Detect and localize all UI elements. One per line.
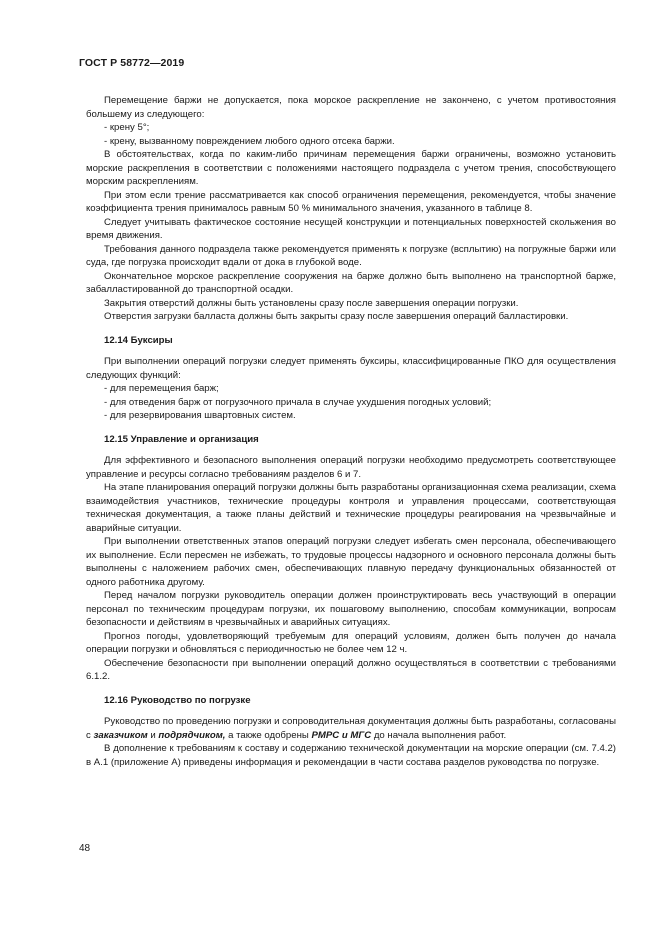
paragraph: В дополнение к требованиям к составу и содержанию технической документации на морские операции (см. 7.4.2) в А.1 (приложение А) приведены информация и рекомендации в части состава разделов руководства по погрузке. <box>86 743 616 768</box>
paragraph: В обстоятельствах, когда по каким-либо причинам перемещения баржи ограничены, возможно установить морские раскрепления в соответствии с положениями настоящего подраздела с учетом трения, способствующего морским раскреплениям. <box>86 149 616 187</box>
text-run: до начала выполнения работ. <box>371 729 507 741</box>
paragraph: На этапе планирования операций погрузки должны быть разработаны организационная схема реализации, схема взаимодействия участников, технические процедуры контроля и управления процессами, соответствующая техническая документация, а также планы действий и технические процедуры реагирования на чрезвычайные и аварийные ситуации. <box>86 482 616 534</box>
text-run: Руководство по проведению погрузки и сопроводительная документация должны быть разработаны, согласованы с <box>86 716 616 741</box>
page-content <box>86 94 616 769</box>
paragraph: При выполнении ответственных этапов операций погрузки следует избегать смен персонала, обеспечивающего их выполнение. Если пересмен не избежать, то трудовые процессы надзорного и основного персонала должны быть выполнены с наложением рабочих смен, обеспечивающих плавную передачу функциональных обязанностей от одного работника другому. <box>86 536 616 588</box>
section-title-12-16: 12.16 Руководство по погрузке <box>104 694 251 706</box>
list-item: - для отведения барж от погрузочного причала в случае ухудшения погодных условий; <box>104 396 492 408</box>
list-item: - для перемещения барж; <box>104 383 219 394</box>
paragraph: При этом если трение рассматривается как способ ограничения перемещения, рекомендуется, чтобы значение коэффициента трения принималось равным 50 % минимального значения, указанного в таблице 8. <box>86 189 616 214</box>
paragraph: Обеспечение безопасности при выполнении операций должно осуществляться в соответствии с требованиями 6.1.2. <box>86 657 616 682</box>
paragraph: Требования данного подраздела также рекомендуется применять к погрузке (всплытию) на погружные баржи или суда, где погрузка происходит вдали от дока в глубокой воде. <box>86 243 616 268</box>
emphasis-customer: заказчиком <box>93 729 148 741</box>
list-item: - крену, вызванному повреждением любого одного отсека баржи. <box>104 135 395 147</box>
list-item: - для резервирования швартовных систем. <box>104 410 296 421</box>
page-number: 48 <box>79 843 91 854</box>
paragraph: Прогноз погоды, удовлетворяющий требуемым для операций условиям, должен быть получен до начала операции погрузки и обновляться с периодичностью не более чем 12 ч. <box>86 630 616 655</box>
section-title-12-15: 12.15 Управление и организация <box>104 433 259 445</box>
paragraph: Закрытия отверстий должны быть установлены сразу после завершения операции погрузки. <box>104 297 519 309</box>
paragraph <box>86 715 616 742</box>
text-run: а также одобрены <box>225 729 312 741</box>
paragraph: Окончательное морское раскрепление сооружения на барже должно быть выполнено на транспортной барже, забалластированной до транспортной осадки. <box>86 270 616 295</box>
emphasis-rmrs-mgs: РМРС и МГС <box>311 729 372 741</box>
section-title-12-14: 12.14 Буксиры <box>104 334 173 346</box>
paragraph: Перемещение баржи не допускается, пока морское раскрепление не закончено, с учетом противостояния большему из следующего: <box>86 95 616 120</box>
document-header: ГОСТ Р 58772—2019 <box>79 57 185 69</box>
text-run: и <box>147 729 159 741</box>
paragraph: При выполнении операций погрузки следует применять буксиры, классифицированные ПКО для осуществления следующих функций: <box>86 356 616 381</box>
paragraph: Следует учитывать фактическое состояние несущей конструкции и потенциальных поверхностей скольжения во время движения. <box>86 216 616 241</box>
paragraph: Отверстия загрузки балласта должны быть закрыты сразу после завершения операций балластировки. <box>104 311 569 322</box>
emphasis-contractor: подрядчиком, <box>158 729 226 741</box>
list-item: - крену 5°; <box>104 122 150 133</box>
paragraph: Для эффективного и безопасного выполнения операций погрузки необходимо предусмотреть соответствующее управление и ресурсы согласно требованиям разделов 6 и 7. <box>86 455 616 480</box>
paragraph: Перед началом погрузки руководитель операции должен проинструктировать весь участвующий в операции персонал по техническим процедурам погрузки, их пошаговому выполнению, способам коммуникации, вопросам безопасности и действиям в чрезвычайных и аварийных ситуациях. <box>86 590 616 628</box>
